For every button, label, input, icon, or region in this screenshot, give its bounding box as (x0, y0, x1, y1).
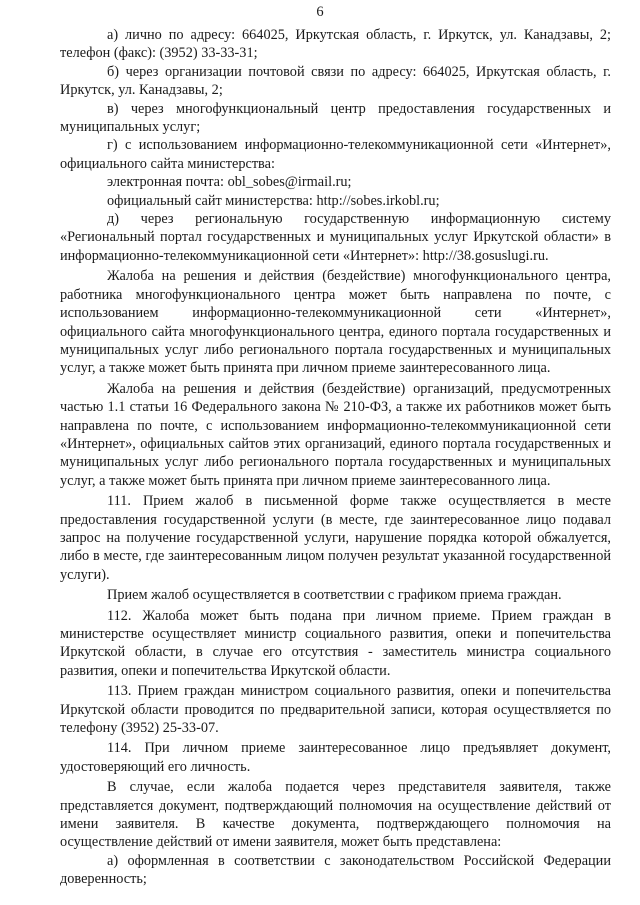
paragraph-c-mfc: в) через многофункциональный центр предоставления государственных и муниципальных услуг; (60, 100, 611, 136)
paragraph-a-in-person: а) лично по адресу: 664025, Иркутская область, г. Иркутск, ул. Канадзавы, 2; телефон (факс): (3952) 33-33-31; (60, 27, 611, 62)
paragraph-113: 113. Прием граждан министром социального развития, опеки и попечительства Иркутской области проводится по предварительной записи, которая осуществляется по телефону (3952) 25-33-07. (60, 683, 611, 737)
paragraph-power-of-attorney: а) оформленная в соответствии с законодательством Российской Федерации доверенность; (60, 852, 611, 888)
paragraph-schedule: Прием жалоб осуществляется в соответствии с графиком приема граждан. (107, 587, 562, 604)
document-body (60, 26, 611, 889)
paragraph-e-regional-portal: д) через региональную государственную информационную систему «Региональный портал государственных и муниципальных услуг Иркутской области» в информационно-телекоммуникационной сети «Интернет»: http://38.gosuslugi.ru. (60, 211, 611, 264)
paragraph-representative: В случае, если жалоба подается через представителя заявителя, также представляется документ, подтверждающий полномочия на осуществление действий от имени заявителя. В качестве документа, подтверждающего полномочия на осуществление действий от имени заявителя, может быть представлена: (60, 779, 611, 851)
paragraph-111: 111. Прием жалоб в письменной форме также осуществляется в месте предоставления государственной услуги (в месте, где заинтересованное лицо подавал запрос на получение государственной услуги, нарушение порядка которой обжалуется, либо в месте, где заинтересованным лицом получен результат указанной государственной услуги). (60, 493, 611, 583)
paragraph-b-post: б) через организации почтовой связи по адресу: 664025, Иркутская область, г. Иркутск, ул. Канадзавы, 2; (60, 63, 611, 99)
paragraph-email: электронная почта: obl_sobes@irmail.ru; (107, 174, 352, 191)
paragraph-organizations-complaint: Жалоба на решения и действия (бездействие) организаций, предусмотренных частью 1.1 статьи 16 Федерального закона № 210-ФЗ, а также их работников может быть направлена по почте, с использованием информационно-телекоммуникационной сети «Интернет», официальных сайтов этих организаций, единого портала государственных и муниципальных услуг либо регионального портала государственных и муниципальных услуг, а также может быть принята при личном приеме заинтересованного лица. (60, 380, 611, 489)
paragraph-website: официальный сайт министерства: http://sobes.irkobl.ru; (107, 192, 440, 209)
paragraph-114: 114. При личном приеме заинтересованное лицо предъявляет документ, удостоверяющий его личность. (60, 740, 611, 775)
paragraph-mfc-complaint: Жалоба на решения и действия (бездействие) многофункционального центра, работника многофункционального центра может быть направлена по почте, с использованием информационно-телекоммуникационной сети «Интернет», официального сайта многофункционального центра, единого портала государственных и муниципальных услуг либо регионального портала государственных и муниципальных услуг, а также может быть принята при личном приеме заинтересованного лица. (60, 268, 611, 377)
paragraph-d-internet: г) с использованием информационно-телекоммуникационной сети «Интернет», официального сайта министерства: (60, 137, 611, 172)
page-number: 6 (316, 4, 324, 20)
paragraph-112: 112. Жалоба может быть подана при личном приеме. Прием граждан в министерстве осуществляет министр социального развития, опеки и попечительства Иркутской области, в случае его отсутствия - заместитель министра социального развития, опеки и попечительства Иркутской области. (60, 607, 611, 679)
